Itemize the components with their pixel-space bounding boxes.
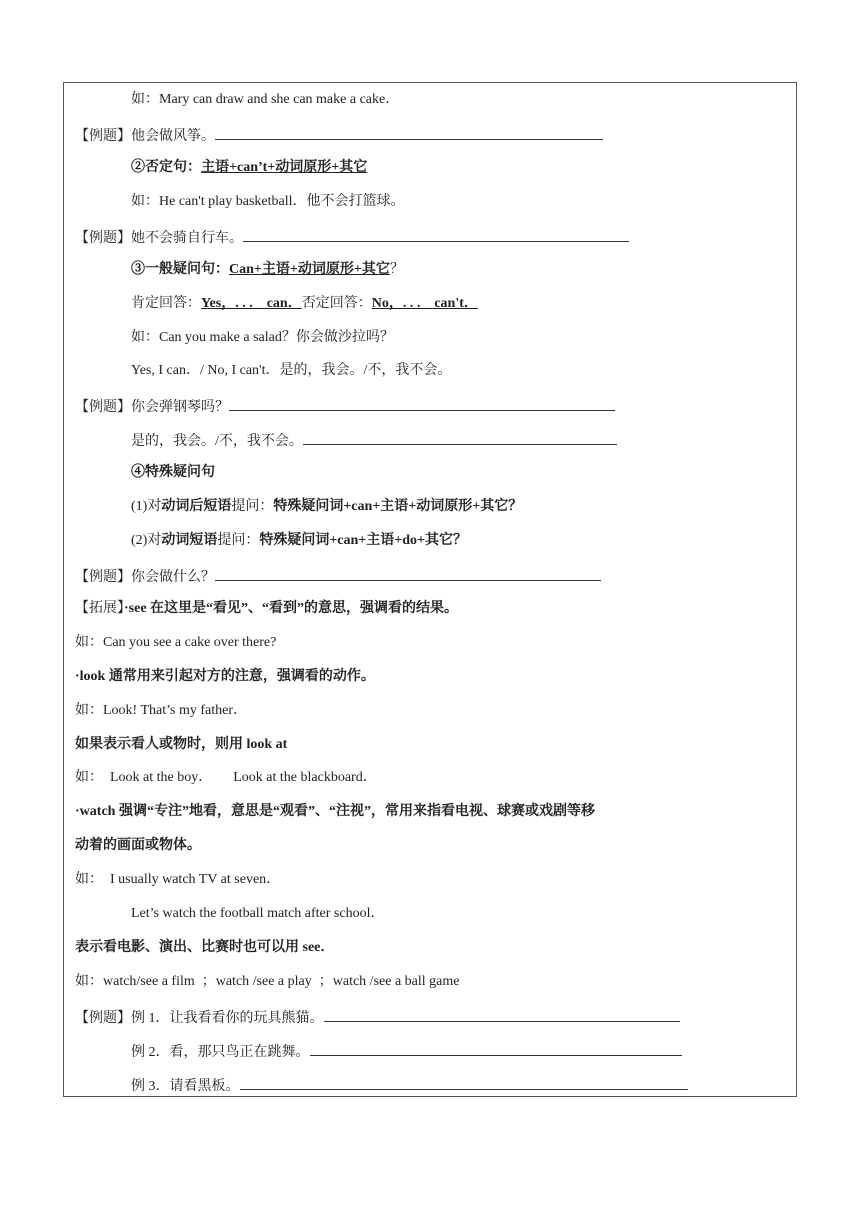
exercise-piano: 【例题】你会弹钢琴吗？ [75,396,615,417]
exercise-kite: 【例题】他会做风筝。 [75,125,603,146]
answer-blank[interactable] [240,1075,688,1090]
example-watch-1: 如： I usually watch TV at seven． [75,872,281,887]
special-question-rule-1: (1)对动词后短语提问：特殊疑问词+can+主语+动词原形+其它？ [131,499,523,514]
example-sentence-3: 如：Can you make a salad？你会做沙拉吗？ [131,330,394,345]
answer-blank[interactable] [243,227,629,242]
answer-forms: 肯定回答：Yes，. . . can．否定回答：No，. . . can't． [131,296,478,311]
watch-explanation: ·watch 强调“专注”地看，意思是“观看”、“注视”，常用来指看电视、球赛或戏剧等移 [75,804,595,819]
see-usage-note: 表示看电影、演出、比赛时也可以用 see． [75,940,335,955]
example-look: 如：Look! That’s my father． [75,703,247,718]
answer-blank[interactable] [215,125,603,140]
example-sentence-2: 如：He can't play basketball．他不会打篮球。 [131,194,405,209]
answer-blank[interactable] [303,430,617,445]
example-look-at: 如： Look at the boy． Look at the blackboard． [75,770,377,785]
answer-blank[interactable] [324,1007,680,1022]
exercise-3: 例 3．请看黑板。 [131,1075,688,1096]
special-question-rule-2: (2)对动词短语提问：特殊疑问词+can+主语+do+其它？ [131,533,468,548]
negative-sentence-rule: ②否定句：主语+can’t+动词原形+其它 [131,160,368,175]
example-see: 如：Can you see a cake over there? [75,635,277,650]
answer-blank[interactable] [215,566,601,581]
example-watch-2: Let’s watch the football match after school． [131,906,385,921]
exercise-piano-answer: 是的，我会。/不，我不会。 [131,430,617,451]
general-question-rule: ③一般疑问句：Can+主语+动词原形+其它？ [131,262,404,277]
exercise-what-can: 【例题】你会做什么？ [75,566,601,587]
example-sentence-1: 如：Mary can draw and she can make a cake． [131,92,400,107]
exercise-bike: 【例题】她不会骑自行车。 [75,227,629,248]
example-watch-see: 如：watch/see a film ；watch /see a play ；watch /see a ball game [75,974,460,989]
extension-see: 【拓展】·see 在这里是“看见”、“看到”的意思，强调看的结果。 [75,601,459,616]
look-at-explanation: 如果表示看人或物时，则用 look at [75,737,288,752]
watch-explanation-cont: 动着的画面或物体。 [75,838,201,853]
answer-blank[interactable] [229,396,615,411]
exercise-2: 例 2．看，那只鸟正在跳舞。 [131,1041,682,1062]
special-question-heading: ④特殊疑问句 [131,465,215,480]
example-answer: Yes, I can．/ No, I can't．是的，我会。/不，我不会。 [131,363,452,378]
exercise-1: 【例题】例 1．让我看看你的玩具熊猫。 [75,1007,680,1028]
answer-blank[interactable] [310,1041,682,1056]
look-explanation: ·look 通常用来引起对方的注意，强调看的动作。 [75,669,375,684]
